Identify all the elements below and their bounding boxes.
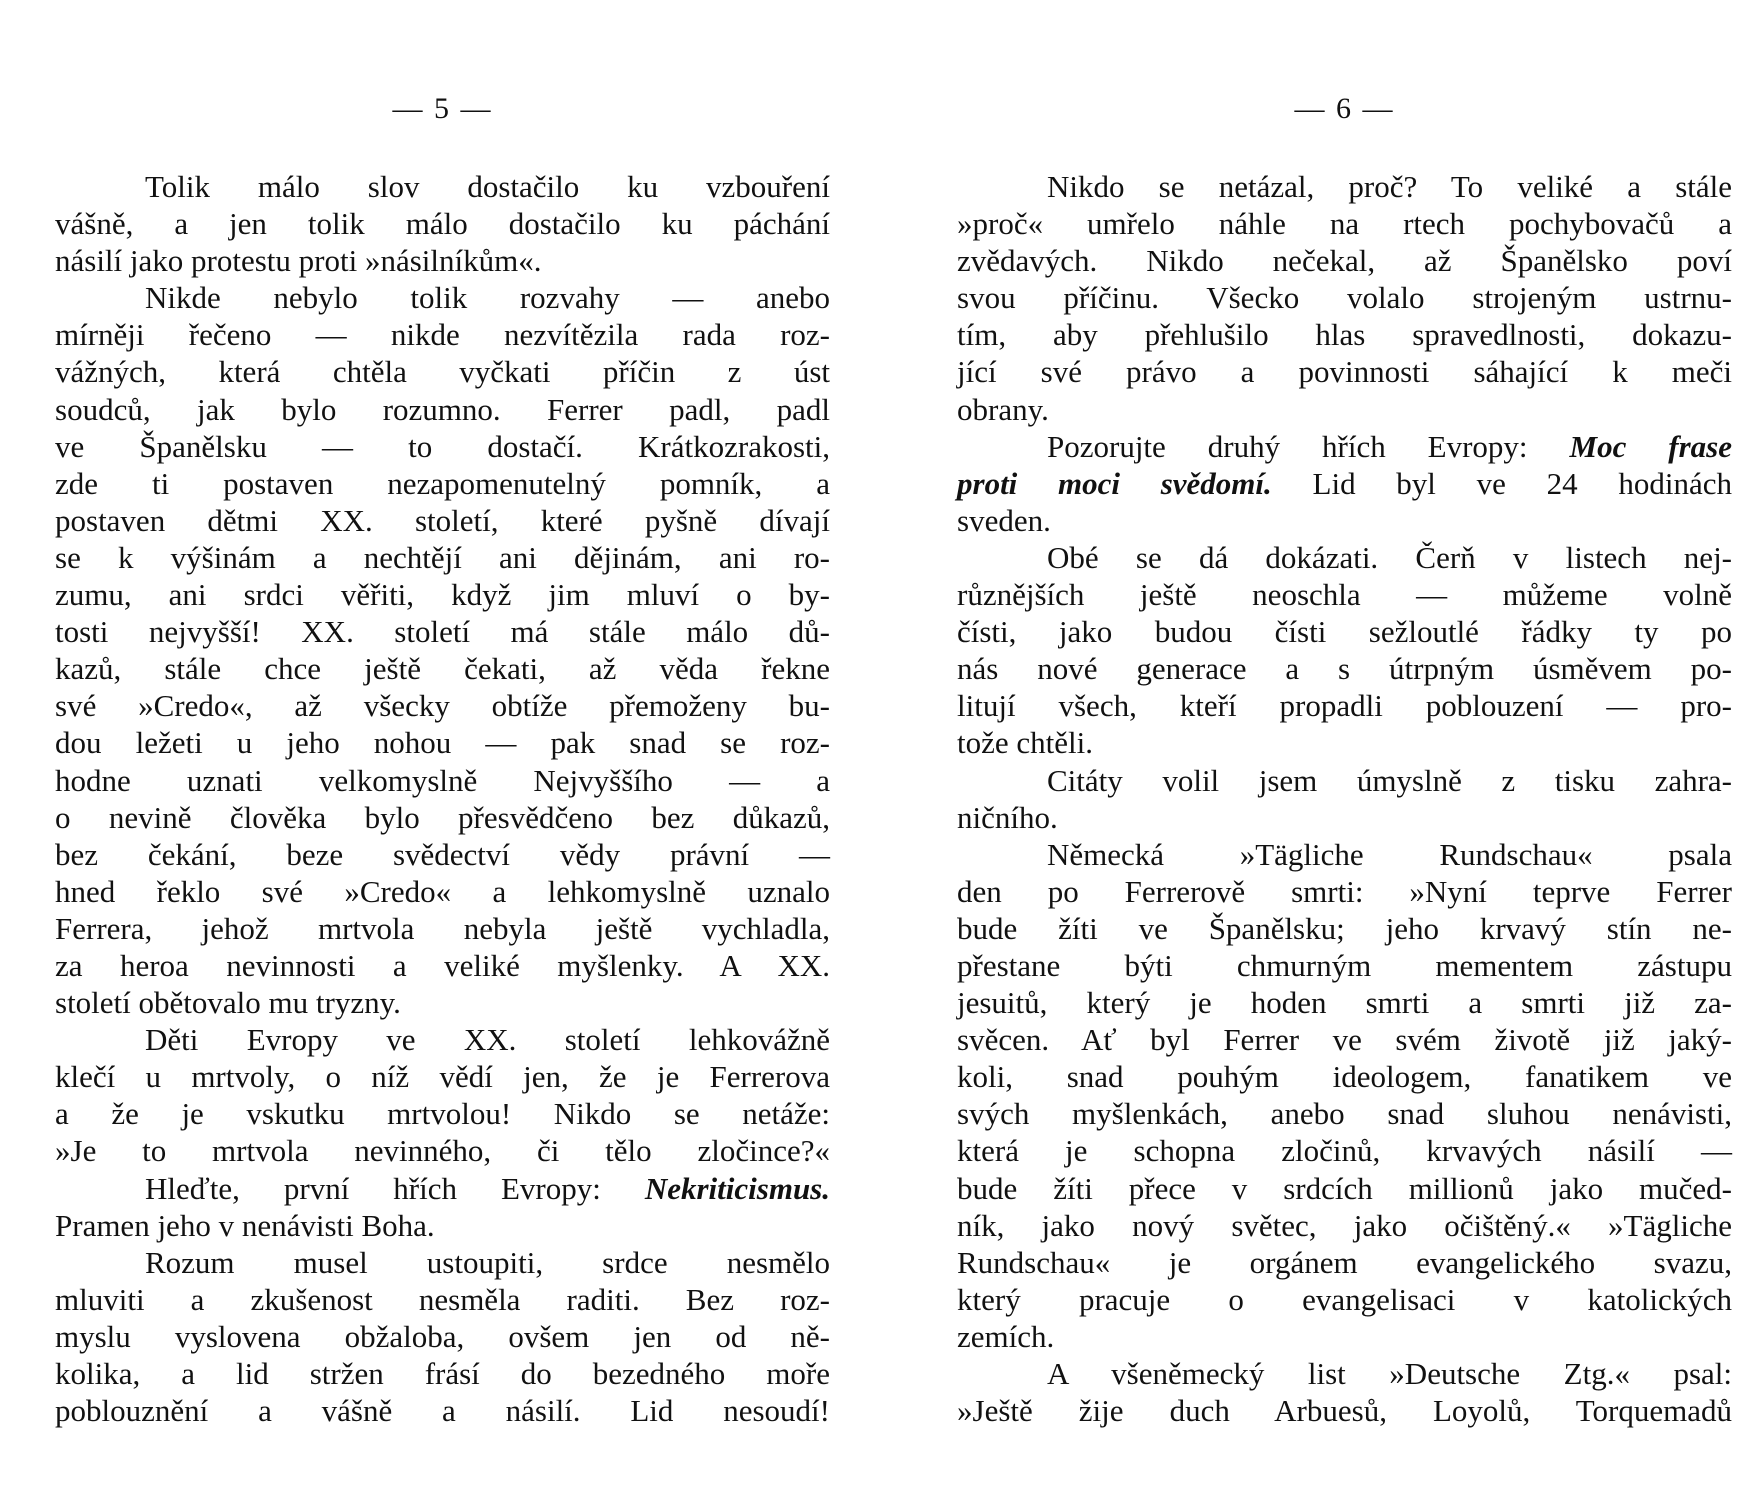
text-line: vážných, která chtěla vyčkati příčin z úst <box>55 354 830 390</box>
text-line: Rozum musel ustoupiti, srdce nesmělo <box>145 1244 830 1280</box>
text-line: přestane býti chmurným mementem zástupu <box>957 947 1732 983</box>
page-number: — 6 — <box>1294 92 1395 125</box>
text-line: Rundschau« je orgánem evangelického svazu, <box>957 1244 1732 1280</box>
text-line: Citáty volil jsem úmyslně z tisku zahra- <box>1047 762 1732 798</box>
text-line: mluviti a zkušenost nesměla raditi. Bez roz- <box>55 1281 830 1317</box>
text-line: různějších ještě neoschla — můžeme volně <box>957 577 1732 613</box>
text-line: proti moci svědomí. Lid byl ve 24 hodinách <box>957 465 1732 501</box>
text-line: koli, snad pouhým ideologem, fanatikem ve <box>957 1059 1732 1095</box>
text-line: tosti nejvyšší! XX. století má stále málo dů- <box>55 614 830 650</box>
text-line: Nikdo se netázal, proč? To veliké a stále <box>1047 169 1732 204</box>
text-line: bez čekání, beze svědectví vědy právní — <box>55 836 830 872</box>
text-line: Tolik málo slov dostačilo ku vzbouření <box>145 169 830 204</box>
text-line: tože chtěli. <box>957 725 1093 761</box>
text-line: svých myšlenkách, anebo snad sluhou nenávisti, <box>957 1096 1732 1132</box>
text-line: svěcen. Ať byl Ferrer ve svém životě již jaký- <box>957 1022 1732 1058</box>
text-line: kolika, a lid stržen frásí do bezedného moře <box>55 1356 830 1391</box>
text-line: klečí u mrtvoly, o níž vědí jen, že je Ferrerova <box>55 1059 830 1095</box>
text-line: za heroa nevinnosti a veliké myšlenky. A XX. <box>55 947 830 983</box>
text-line: zumu, ani srdci věřiti, když jim mluví o by- <box>55 577 830 613</box>
text-line: Německá »Tägliche Rundschau« psala <box>1047 836 1732 872</box>
text-line: bude žíti ve Španělsku; jeho krvavý stín ne- <box>957 910 1732 946</box>
text-line: kazů, stále chce ještě čekati, až věda řekne <box>55 651 830 687</box>
text-line: vášně, a jen tolik málo dostačilo ku páchání <box>55 206 830 242</box>
text-line: soudců, jak bylo rozumno. Ferrer padl, padl <box>55 391 830 427</box>
text-line: jesuitů, který je hoden smrti a smrti již za- <box>957 985 1732 1021</box>
text-line: Hleďte, první hřích Evropy: Nekriticismus. <box>145 1170 830 1206</box>
text-line: »proč« umřelo náhle na rtech pochybovačů a <box>957 206 1732 242</box>
text-line: ník, jako nový světec, jako očištěný.« »Tägliche <box>957 1207 1732 1243</box>
text-line: ničního. <box>957 799 1058 835</box>
page-text <box>55 168 830 1429</box>
text-line: zemích. <box>957 1318 1055 1354</box>
text-line: sveden. <box>957 502 1051 538</box>
text-line: »Ještě žije duch Arbuesů, Loyolů, Torquemadů <box>957 1393 1732 1429</box>
text-line: postaven dětmi XX. století, které pyšně dívají <box>55 502 830 538</box>
text-line: své »Credo«, až všecky obtíže přemoženy bu- <box>55 688 830 724</box>
text-line: »Je to mrtvola nevinného, či tělo zločince?« <box>55 1133 830 1169</box>
text-line: a že je vskutku mrtvolou! Nikdo se netáže: <box>55 1096 830 1132</box>
text-line: jící své právo a povinnosti sáhající k meči <box>957 354 1732 390</box>
text-line: den po Ferrerově smrti: »Nyní teprve Ferrer <box>957 873 1732 909</box>
text-line: století obětovalo mu tryzny. <box>55 985 401 1021</box>
text-line: tím, aby přehlušilo hlas spravedlnosti, dokazu- <box>957 317 1732 353</box>
text-line: se k výšinám a nechtějí ani dějinám, ani ro- <box>55 539 830 575</box>
text-line: Nikde nebylo tolik rozvahy — anebo <box>145 280 830 316</box>
text-line: zde ti postaven nezapomenutelný pomník, a <box>55 465 830 501</box>
text-line: poblouznění a vášně a násilí. Lid nesoudí! <box>55 1393 830 1429</box>
text-line: bude žíti přece v srdcích millionů jako mučed- <box>957 1170 1732 1206</box>
text-line: ve Španělsku — to dostačí. Krátkozrakosti, <box>55 428 830 464</box>
text-line: dou ležeti u jeho nohou — pak snad se roz- <box>55 725 830 761</box>
text-line: Ferrera, jehož mrtvola nebyla ještě vychladla, <box>55 910 830 946</box>
text-line: hned řeklo své »Credo« a lehkomyslně uznalo <box>55 873 830 909</box>
text-line: která je schopna zločinů, krvavých násilí — <box>957 1133 1732 1169</box>
page-number: — 5 — <box>392 92 493 125</box>
text-line: mírněji řečeno — nikde nezvítězila rada roz- <box>55 317 830 353</box>
text-line: myslu vyslovena obžaloba, ovšem jen od ně- <box>55 1318 830 1354</box>
text-line: obrany. <box>957 391 1049 427</box>
text-line: A všeněmecký list »Deutsche Ztg.« psal: <box>1047 1356 1732 1391</box>
text-line: násilí jako protestu proti »násilníkům«. <box>55 243 542 279</box>
text-line: zvědavých. Nikdo nečekal, až Španělsko poví <box>957 243 1732 279</box>
text-line: o nevině člověka bylo přesvědčeno bez důkazů, <box>55 799 830 835</box>
text-line: Pozorujte druhý hřích Evropy: Moc frase <box>1047 428 1732 464</box>
text-line: svou příčinu. Všecko volalo strojeným ustrnu- <box>957 280 1732 316</box>
page-text <box>957 168 1732 1429</box>
text-line: Pramen jeho v nenávisti Boha. <box>55 1207 435 1243</box>
text-line: Děti Evropy ve XX. století lehkovážně <box>145 1022 830 1058</box>
text-line: který pracuje o evangelisaci v katolických <box>957 1281 1732 1317</box>
text-line: hodne uznati velkomyslně Nejvyššího — a <box>55 762 830 798</box>
text-line: Obé se dá dokázati. Čerň v listech nej- <box>1047 539 1732 575</box>
text-line: nás nové generace a s útrpným úsměvem po- <box>957 651 1732 687</box>
text-line: litují všech, kteří propadli poblouzení — pro- <box>957 688 1732 724</box>
text-line: čísti, jako budou čísti sežloutlé řádky ty po <box>957 614 1732 650</box>
